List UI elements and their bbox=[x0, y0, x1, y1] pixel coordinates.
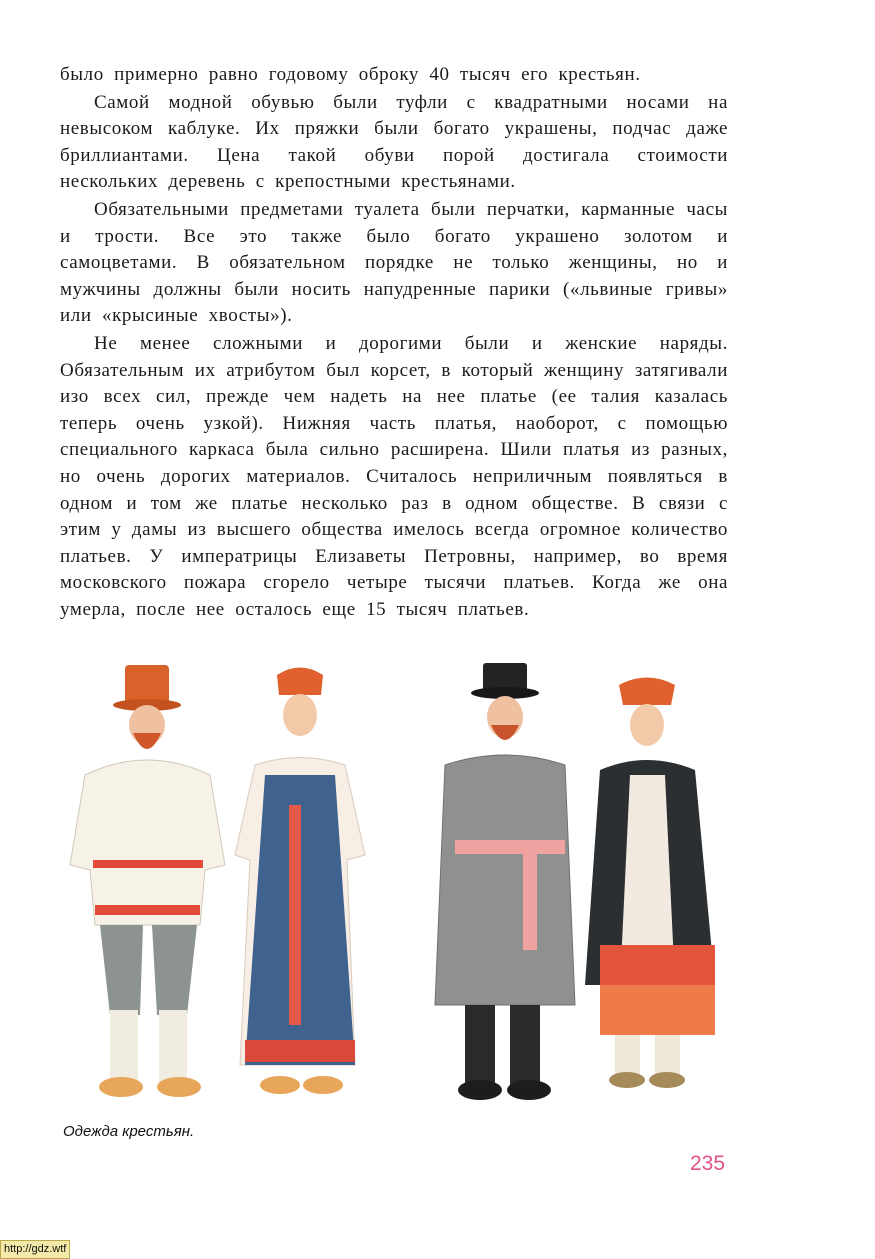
paragraph-4: Не менее сложными и дорогими были и женские наряды. Обязательным их атрибутом был корсет, в который женщину затягивали изо всех сил, прежде чем надеть на нее платье (ее талия казалась теперь очень узкой). Нижняя часть платья, наоборот, с помощью специального каркаса была сильно расширена. Шили платья из разных, но очень дорогих материалов. Считалось неприличным появляться в одном и том же платье несколько раз в одном обществе. В связи с этим у дамы из высшего общества имелось всегда огромное количество платьев. У императрицы Елизаветы Петровны, например, во время московского пожара сгорело четыре тысячи платьев. Когда же она умерла, после нее осталось еще 15 тысяч платьев. bbox=[60, 332, 728, 620]
figure-man-grey-coat bbox=[435, 663, 575, 1100]
paragraph-3: Обязательными предметами туалета были перчатки, карманные часы и трости. Все это также было богато украшено золотом и самоцветами. В обязательном порядке не только женщины, но и мужчины должны были носить напудренные парики («львиные гривы» или «крысиные хвосты»). bbox=[60, 198, 728, 327]
figure-woman-blue-sarafan bbox=[235, 668, 365, 1095]
body-text bbox=[60, 62, 728, 623]
figure-woman-dark-coat bbox=[585, 678, 715, 1089]
figure-man-white-shirt bbox=[70, 665, 225, 1097]
page-number: 235 bbox=[690, 1152, 726, 1175]
watermark-link[interactable]: http://gdz.wtf bbox=[0, 1240, 70, 1259]
peasant-clothing-illustration bbox=[55, 655, 735, 1110]
illustration-caption: Одежда крестьян. bbox=[63, 1123, 195, 1140]
paragraph-1: было примерно равно годовому оброку 40 тысяч его крестьян. bbox=[60, 64, 641, 85]
paragraph-2: Самой модной обувью были туфли с квадратными носами на невысоком каблуке. Их пряжки были богато украшены, подчас даже бриллиантами. Цена такой обуви порой достигала стоимости нескольких деревень с крепостными крестьянами. bbox=[60, 91, 728, 193]
